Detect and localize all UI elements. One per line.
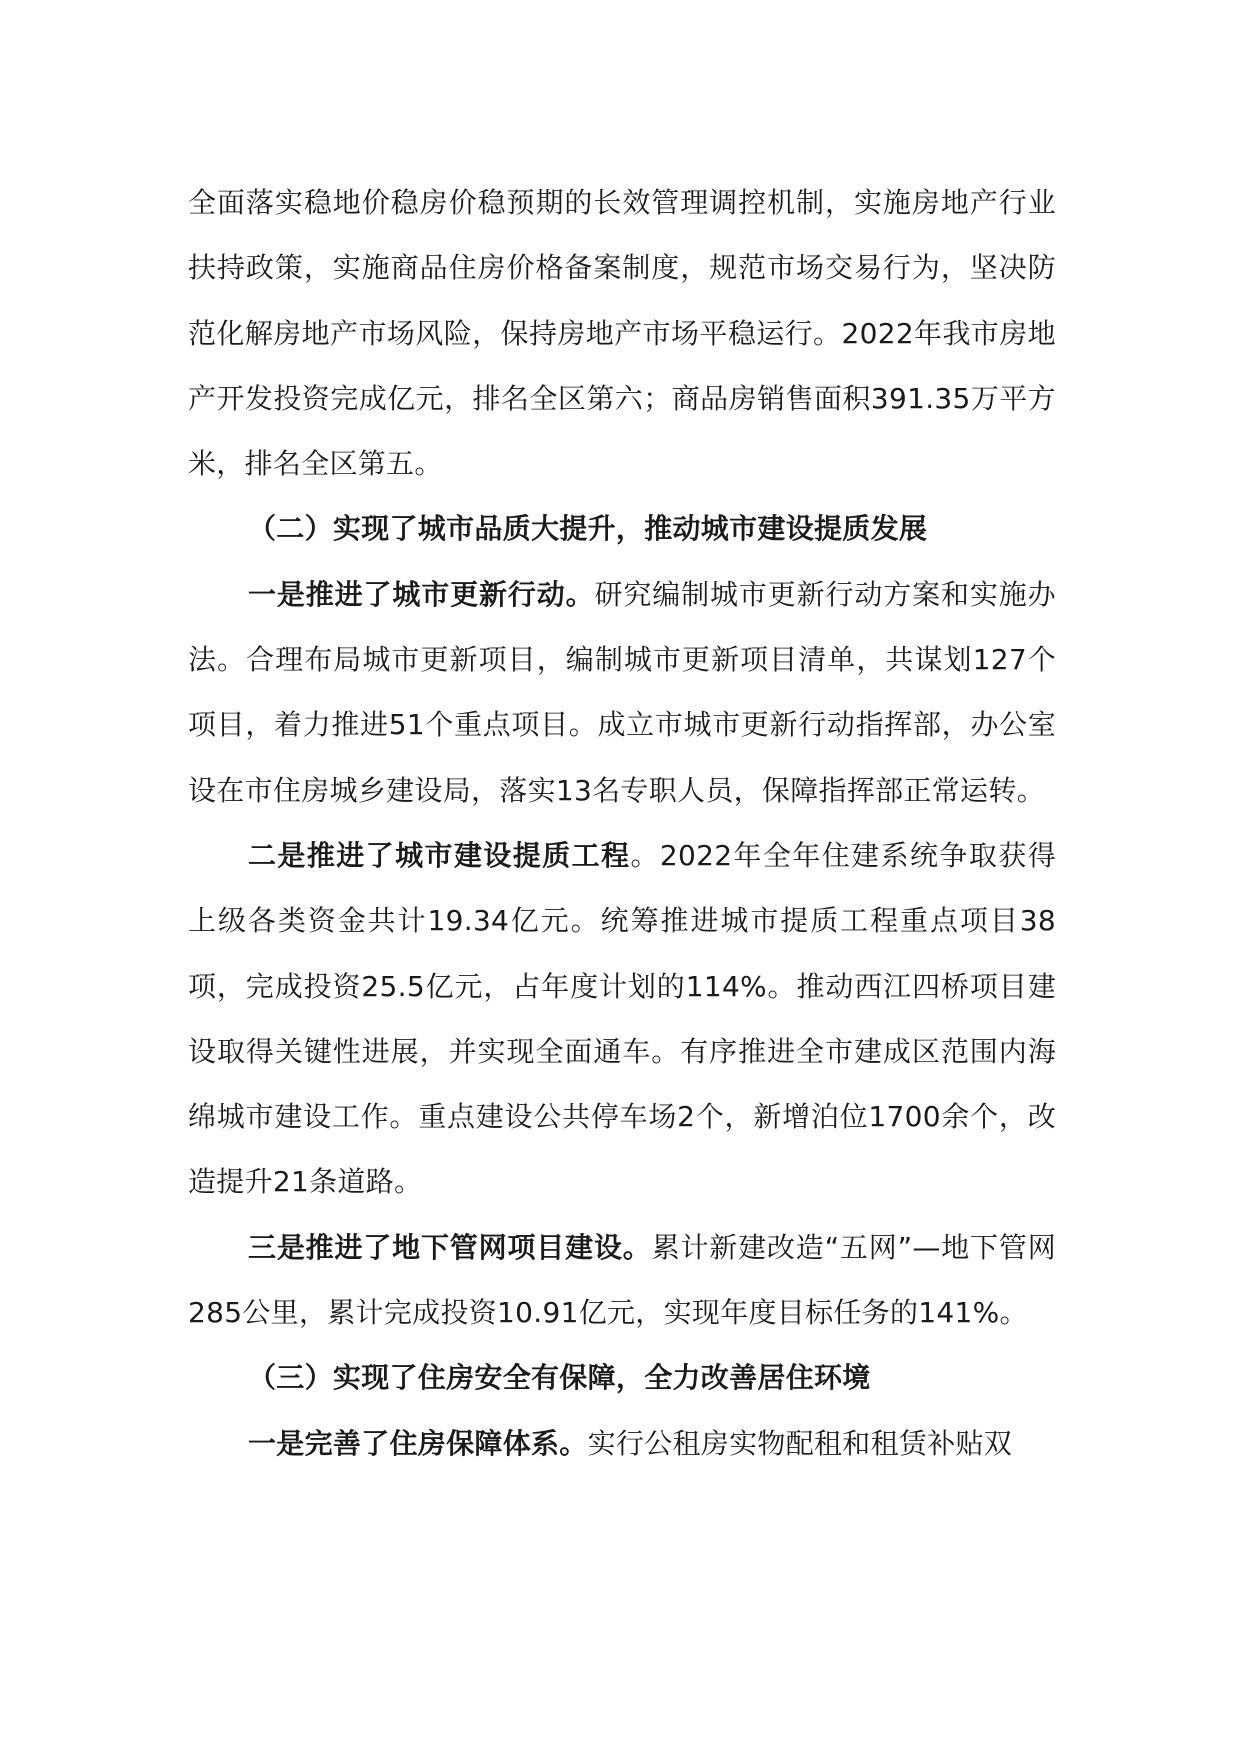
paragraph-lead: 一是推进了城市更新行动。	[248, 577, 595, 611]
paragraph-lead: 一是完善了住房保障体系。	[248, 1426, 588, 1460]
paragraph-lead: 二是推进了城市建设提质工程	[248, 838, 631, 872]
paragraph-text: 研究编制城市更新行动方案和实施办法。合理布局城市更新项目，编制城市更新项目清单，共谋划127个项目，着力推进51个重点项目。成立市城市更新行动指挥部，办公室设在市住房城乡建设局，落实13名专职人员，保障指挥部正常运转。	[188, 577, 1056, 807]
paragraph-text: 累计新建改造“五网”—地下管网285公里，累计完成投资10.91亿元，实现年度目标任务的141%。	[188, 1230, 1056, 1330]
paragraph-underground-pipes	[188, 1215, 1056, 1346]
document-body	[188, 170, 1056, 1476]
section-heading-housing-security	[188, 1345, 1056, 1410]
heading-text: （二）实现了城市品质大提升，推动城市建设提质发展	[248, 512, 928, 546]
paragraph-housing-market	[188, 170, 1056, 496]
section-heading-urban-quality	[188, 496, 1056, 561]
paragraph-text: 全面落实稳地价稳房价稳预期的长效管理调控机制，实施房地产行业扶持政策，实施商品住房价格备案制度，规范市场交易行为，坚决防范化解房地产市场风险，保持房地产市场平稳运行。2022年我市房地产开发投资完成亿元，排名全区第六；商品房销售面积391.35万平方米，排名全区第五。	[188, 186, 1056, 481]
paragraph-lead: 三是推进了地下管网项目建设。	[248, 1230, 652, 1264]
heading-text: （三）实现了住房安全有保障，全力改善居住环境	[248, 1361, 871, 1395]
paragraph-text: 。2022年全年住建系统争取获得上级各类资金共计19.34亿元。统筹推进城市提质工程重点项目38项，完成投资25.5亿元，占年度计划的114%。推动西江四桥项目建设取得关键性进展，并实现全面通车。有序推进全市建成区范围内海绵城市建设工作。重点建设公共停车场2个，新增泊位1700余个，改造提升21条道路。	[188, 838, 1056, 1199]
paragraph-text: 实行公租房实物配租和租赁补贴双	[587, 1426, 1013, 1460]
paragraph-urban-renewal	[188, 562, 1056, 823]
paragraph-urban-construction	[188, 823, 1056, 1215]
paragraph-housing-guarantee	[188, 1411, 1056, 1476]
